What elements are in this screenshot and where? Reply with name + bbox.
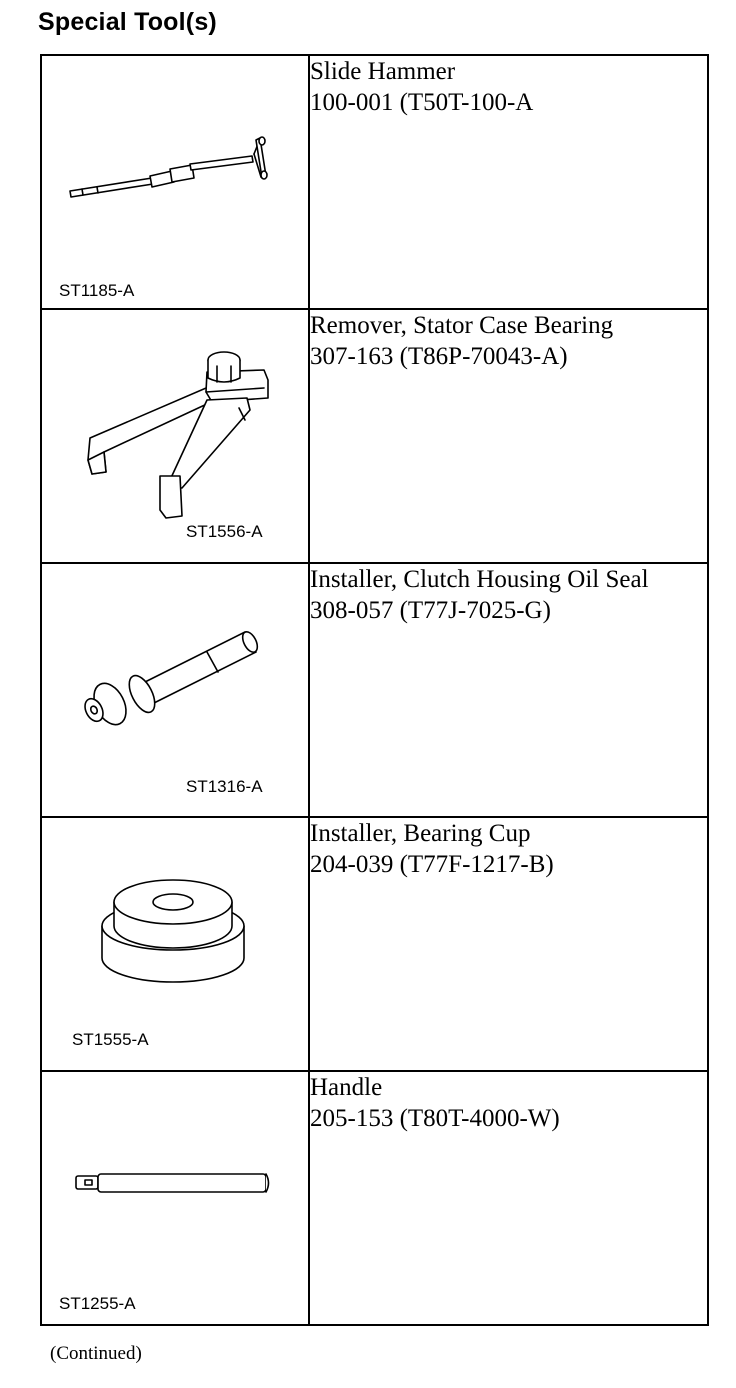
tool-name: Handle — [310, 1074, 383, 1101]
tool-row — [41, 309, 708, 563]
tool-number: 205-153 (T80T-4000-W) — [310, 1105, 560, 1132]
tool-image-label: ST1185-A — [59, 281, 135, 300]
continued-note: (Continued) — [50, 1343, 142, 1364]
tool-number: 308-057 (T77J-7025-G) — [310, 597, 551, 624]
tool-number: 100-001 (T50T-100-A — [310, 89, 534, 116]
stator-bearing-remover-icon — [42, 310, 308, 562]
tool-image-label: ST1556-A — [186, 522, 263, 541]
slide-hammer-icon — [42, 56, 308, 308]
tool-row — [41, 1071, 708, 1325]
tool-number: 204-039 (T77F-1217-B) — [310, 851, 554, 878]
tool-image-cell — [41, 563, 309, 817]
tool-image-label: ST1255-A — [59, 1294, 136, 1313]
tool-name: Installer, Bearing Cup — [310, 820, 531, 847]
page-title: Special Tool(s) — [38, 8, 217, 36]
tool-description-cell — [309, 817, 708, 1071]
tool-row — [41, 563, 708, 817]
tool-image-cell — [41, 817, 309, 1071]
tool-description-cell — [309, 563, 708, 817]
tool-name: Remover, Stator Case Bearing — [310, 312, 614, 339]
tool-image-cell — [41, 55, 309, 309]
tool-name: Slide Hammer — [310, 58, 456, 85]
special-tools-table — [40, 54, 709, 1326]
tool-image-cell — [41, 309, 309, 563]
tool-row — [41, 817, 708, 1071]
oil-seal-installer-icon — [42, 564, 308, 816]
tool-description-cell — [309, 309, 708, 563]
handle-icon — [42, 1072, 308, 1324]
tool-description-cell — [309, 1071, 708, 1325]
tool-name: Installer, Clutch Housing Oil Seal — [310, 566, 649, 593]
tool-image-label: ST1555-A — [72, 1030, 149, 1049]
tool-row — [41, 55, 708, 309]
tool-image-cell — [41, 1071, 309, 1325]
tool-description-cell — [309, 55, 708, 309]
tool-number: 307-163 (T86P-70043-A) — [310, 343, 568, 370]
tool-image-label: ST1316-A — [186, 777, 263, 796]
